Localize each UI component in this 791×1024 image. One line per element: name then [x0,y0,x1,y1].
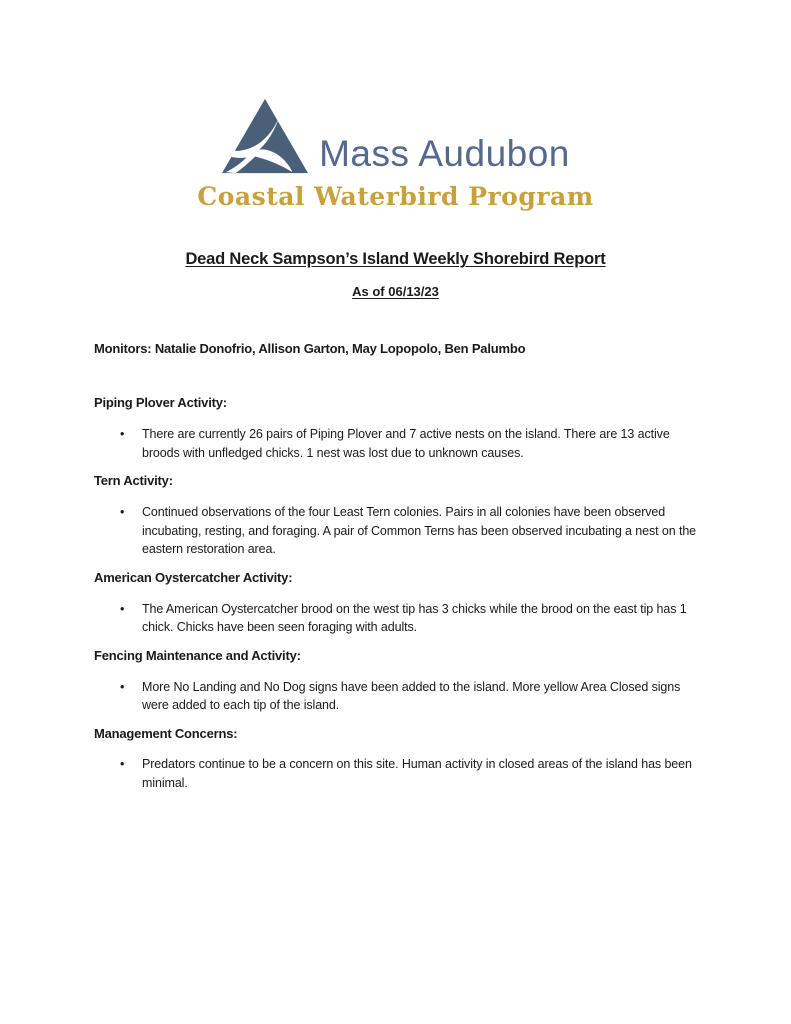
bullet-text: Continued observations of the four Least Tern colonies. Pairs in all colonies have been observed incubating, resting, and foraging. A pair of Common Terns has been observed incubating a nest on the eastern restoration area. [142,505,697,557]
program-name: Coastal Waterbird Program [197,182,594,211]
bullet-marker: • [120,601,125,616]
bullet-marker: • [120,679,125,694]
report-title: Dead Neck Sampson’s Island Weekly Shorebird Report [185,250,606,269]
section-heading: Fencing Maintenance and Activity: [94,647,301,663]
logo-row [197,95,593,177]
brand-name: Mass Audubon [319,133,570,174]
bullet-list [94,600,697,637]
section-tern-activity [94,474,697,558]
logo [197,95,593,212]
bullet-text: There are currently 26 pairs of Piping Plover and 7 active nests on the island. There are 13 active broods with unfledged chicks. 1 nest was lost due to unknown causes. [142,427,670,460]
report-date: As of 06/13/23 [352,284,439,300]
bullet-marker: • [120,427,125,442]
bullet-marker: • [120,505,125,520]
section-piping-plover-activity [94,396,697,462]
mass-audubon-triangle-tern-icon [221,95,309,177]
bullet-item [120,678,697,715]
bullet-text: Predators continue to be a concern on this site. Human activity in closed areas of the island has been minimal. [142,757,692,790]
section-management-concerns [94,727,697,793]
section-american-oystercatcher-activity [94,571,697,637]
section-heading: Tern Activity: [94,473,173,489]
bullet-list [94,755,697,792]
monitors-line: Monitors: Natalie Donofrio, Allison Garton, May Lopopolo, Ben Palumbo [94,341,526,357]
bullet-text: More No Landing and No Dog signs have been added to the island. More yellow Area Closed signs were added to each tip of the island. [142,679,681,712]
bullet-item [120,600,697,637]
section-heading: American Oystercatcher Activity: [94,569,293,585]
bullet-item [120,755,697,792]
bullet-list [94,425,697,462]
bullet-marker: • [120,757,125,772]
bullet-item [120,503,697,559]
bullet-list [94,678,697,715]
section-heading: Piping Plover Activity: [94,395,227,411]
bullet-list [94,503,697,559]
bullet-item [120,425,697,462]
section-fencing-maintenance-activity [94,649,697,715]
bullet-text: The American Oystercatcher brood on the west tip has 3 chicks while the brood on the east tip has 1 chick. Chicks have been seen foraging with adults. [142,601,687,635]
section-heading: Management Concerns: [94,725,238,741]
